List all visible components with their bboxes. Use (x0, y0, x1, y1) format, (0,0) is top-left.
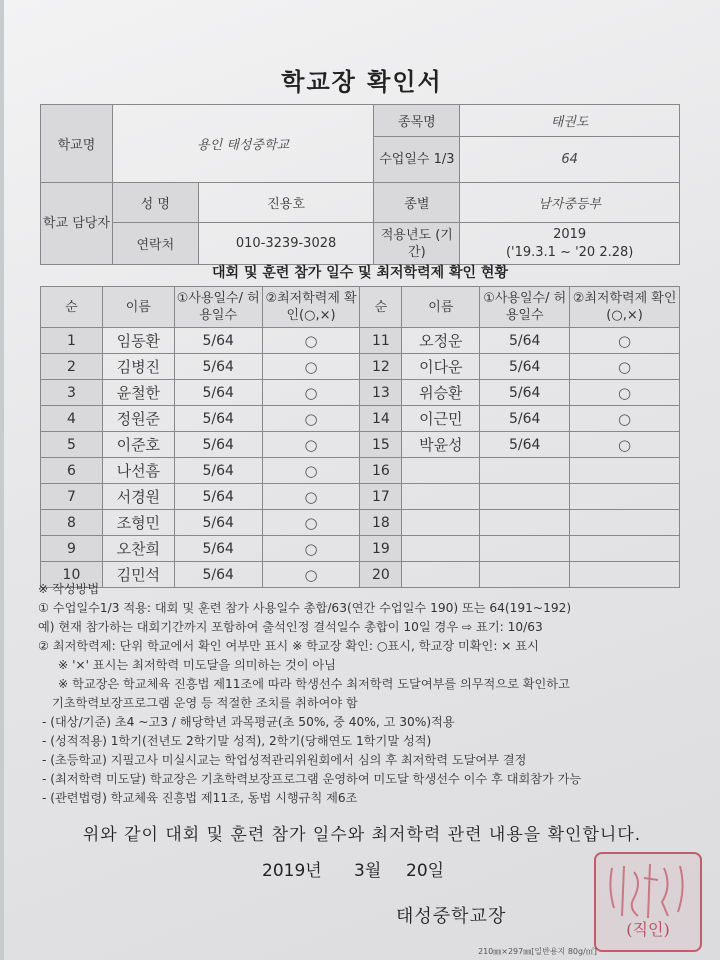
status-subtitle: 대회 및 훈련 참가 일수 및 최저학력제 확인 현황 (212, 265, 508, 281)
date-day: 20일 (406, 861, 445, 881)
days-label: 수업일수 1/3 (374, 137, 460, 183)
student-name: 위승환 (402, 380, 480, 406)
student-name: 서경원 (102, 484, 174, 510)
row-number: 4 (41, 406, 103, 432)
academic-check: ○ (262, 380, 360, 406)
days-value (480, 510, 570, 536)
note-line: - (대상/기준) 초4 ~고3 / 해당학년 과목평균(초 50%, 중 40%, 고 30%)적용 (42, 715, 455, 729)
student-name: 임동환 (102, 328, 174, 354)
academic-check: ○ (570, 406, 680, 432)
row-number: 11 (360, 328, 402, 354)
days-value (480, 458, 570, 484)
note-line: ② 최저학력제: 단위 학교에서 확인 여부만 표시 ※ 학교장 확인: ○표시, 학교장 미확인: × 표시 (38, 639, 539, 653)
school-value: 용인 태성중학교 (112, 105, 374, 183)
student-name: 박윤성 (402, 432, 480, 458)
sport-value: 태권도 (460, 105, 680, 137)
row-number: 12 (360, 354, 402, 380)
year-cell (460, 223, 680, 265)
name-label: 성 명 (112, 183, 198, 223)
header-name: 이름 (102, 287, 174, 328)
row-number: 1 (41, 328, 103, 354)
student-name (402, 484, 480, 510)
days-value (480, 484, 570, 510)
info-table (40, 104, 680, 265)
row-number: 2 (41, 354, 103, 380)
days-value: 5/64 (174, 406, 262, 432)
writing-notes (38, 580, 698, 808)
days-value: 5/64 (480, 354, 570, 380)
note-line: - (초등학교) 지필고사 미실시교는 학업성적관리위원회에서 심의 후 최저학력 도달여부 결정 (42, 753, 527, 767)
row-number: 13 (360, 380, 402, 406)
row-number: 5 (41, 432, 103, 458)
academic-check (570, 458, 680, 484)
student-name: 이다운 (402, 354, 480, 380)
student-name: 윤철한 (102, 380, 174, 406)
note-line: ※ '×' 표시는 최저학력 미도달을 의미하는 것이 아님 (58, 658, 336, 672)
academic-check: ○ (570, 328, 680, 354)
row-number: 6 (41, 458, 103, 484)
row-number: 17 (360, 484, 402, 510)
official-seal (594, 852, 702, 952)
table-row (41, 354, 680, 380)
student-name: 이근민 (402, 406, 480, 432)
name-value: 진용호 (198, 183, 374, 223)
document-title: 학교장 확인서 (281, 68, 443, 96)
academic-check: ○ (262, 328, 360, 354)
header-no: 순 (41, 287, 103, 328)
row-number: 20 (360, 562, 402, 588)
student-name: 정원준 (102, 406, 174, 432)
student-name (402, 536, 480, 562)
row-number: 3 (41, 380, 103, 406)
date-year: 2019년 (262, 861, 322, 881)
academic-check: ○ (570, 354, 680, 380)
academic-check: ○ (262, 432, 360, 458)
category-value: 남자중등부 (460, 183, 680, 223)
academic-check (570, 536, 680, 562)
student-name: 김병진 (102, 354, 174, 380)
note-line: - (성적적용) 1학기(전년도 2학기말 성적), 2학기(당해연도 1학기말 성적) (42, 734, 432, 748)
student-name: 나선흠 (102, 458, 174, 484)
student-name: 오정운 (402, 328, 480, 354)
days-value: 5/64 (174, 432, 262, 458)
table-header (41, 287, 680, 328)
days-value: 5/64 (174, 510, 262, 536)
row-number: 16 (360, 458, 402, 484)
academic-check: ○ (262, 406, 360, 432)
header-name: 이름 (402, 287, 480, 328)
category-label: 종별 (374, 183, 460, 223)
confirmation-statement: 위와 같이 대회 및 훈련 참가 일수와 최저학력 관련 내용을 확인합니다. (82, 825, 642, 845)
year-value: 2019 (553, 226, 587, 242)
row-number: 19 (360, 536, 402, 562)
contact-label: 연락처 (112, 223, 198, 265)
days-value: 5/64 (174, 328, 262, 354)
table-body (41, 328, 680, 588)
days-value: 5/64 (480, 380, 570, 406)
row-number: 18 (360, 510, 402, 536)
days-value: 64 (460, 137, 680, 183)
table-row (41, 328, 680, 354)
days-value: 5/64 (480, 328, 570, 354)
student-name (402, 510, 480, 536)
student-name (402, 458, 480, 484)
signer-name: 태성중학교장 (396, 906, 507, 927)
days-value: 5/64 (480, 432, 570, 458)
header-academic: ②최저학력제 확인(○,×) (570, 287, 680, 328)
table-row (41, 536, 680, 562)
manager-label: 학교 담당자 (41, 183, 113, 265)
days-value: 5/64 (174, 484, 262, 510)
academic-check: ○ (262, 562, 360, 588)
sport-label: 종목명 (374, 105, 460, 137)
seal-text: (직인) (626, 920, 670, 939)
row-number: 8 (41, 510, 103, 536)
days-value (480, 536, 570, 562)
days-value: 5/64 (174, 380, 262, 406)
paper-size-footer: 210㎜×297㎜[일반용지 80g/㎡] (478, 947, 597, 956)
document-page (4, 0, 720, 960)
row-number: 15 (360, 432, 402, 458)
school-label: 학교명 (41, 105, 113, 183)
year-period: ('19.3.1 ~ '20 2.28) (505, 244, 634, 260)
header-academic: ②최저학력제 확인(○,×) (262, 287, 360, 328)
academic-check (570, 510, 680, 536)
note-line: 예) 현재 참가하는 대회기간까지 포함하여 출석인정 결석일수 총합이 10일 경우 ⇨ 표기: 10/63 (38, 620, 543, 634)
academic-check: ○ (262, 484, 360, 510)
days-value: 5/64 (174, 562, 262, 588)
academic-check (570, 484, 680, 510)
table-row (41, 458, 680, 484)
row-number: 14 (360, 406, 402, 432)
row-number: 10 (41, 562, 103, 588)
note-line: - (최저학력 미도달) 학교장은 기초학력보장프로그램 운영하여 미도달 학생선수 이수 후 대회참가 가능 (42, 772, 582, 786)
student-name: 김민석 (102, 562, 174, 588)
contact-value: 010-3239-3028 (198, 223, 374, 265)
table-row (41, 510, 680, 536)
row-number: 7 (41, 484, 103, 510)
participation-table (40, 286, 680, 588)
student-name: 이준호 (102, 432, 174, 458)
student-name: 오찬희 (102, 536, 174, 562)
academic-check: ○ (262, 354, 360, 380)
note-line: ※ 학교장은 학교체육 진흥법 제11조에 따라 학생선수 최저학력 도달여부를 의무적으로 확인하고 (58, 677, 570, 691)
days-value: 5/64 (174, 458, 262, 484)
note-line: 기초학력보장프로그램 운영 등 적절한 조치를 취하여야 함 (52, 696, 358, 710)
note-line: ① 수업일수1/3 적용: 대회 및 훈련 참가 사용일수 총합/63(연간 수업일수 190) 또는 64(191~192) (38, 601, 572, 615)
note-line: - (관련법령) 학교체육 진흥법 제11조, 동법 시행규칙 제6조 (42, 791, 358, 805)
row-number: 9 (41, 536, 103, 562)
days-value: 5/64 (174, 354, 262, 380)
header-no: 순 (360, 287, 402, 328)
days-value: 5/64 (480, 406, 570, 432)
table-row (41, 484, 680, 510)
note-line: ※ 작성방법 (38, 582, 100, 596)
date-month: 3월 (354, 861, 382, 881)
year-label: 적용년도 (기간) (374, 223, 460, 265)
table-row (41, 432, 680, 458)
header-days: ①사용일수/ 허용일수 (480, 287, 570, 328)
academic-check: ○ (262, 536, 360, 562)
academic-check: ○ (570, 380, 680, 406)
table-row (41, 380, 680, 406)
academic-check: ○ (262, 510, 360, 536)
student-name: 조형민 (102, 510, 174, 536)
days-value: 5/64 (174, 536, 262, 562)
table-row (41, 406, 680, 432)
header-days: ①사용일수/ 허용일수 (174, 287, 262, 328)
academic-check: ○ (262, 458, 360, 484)
academic-check: ○ (570, 432, 680, 458)
